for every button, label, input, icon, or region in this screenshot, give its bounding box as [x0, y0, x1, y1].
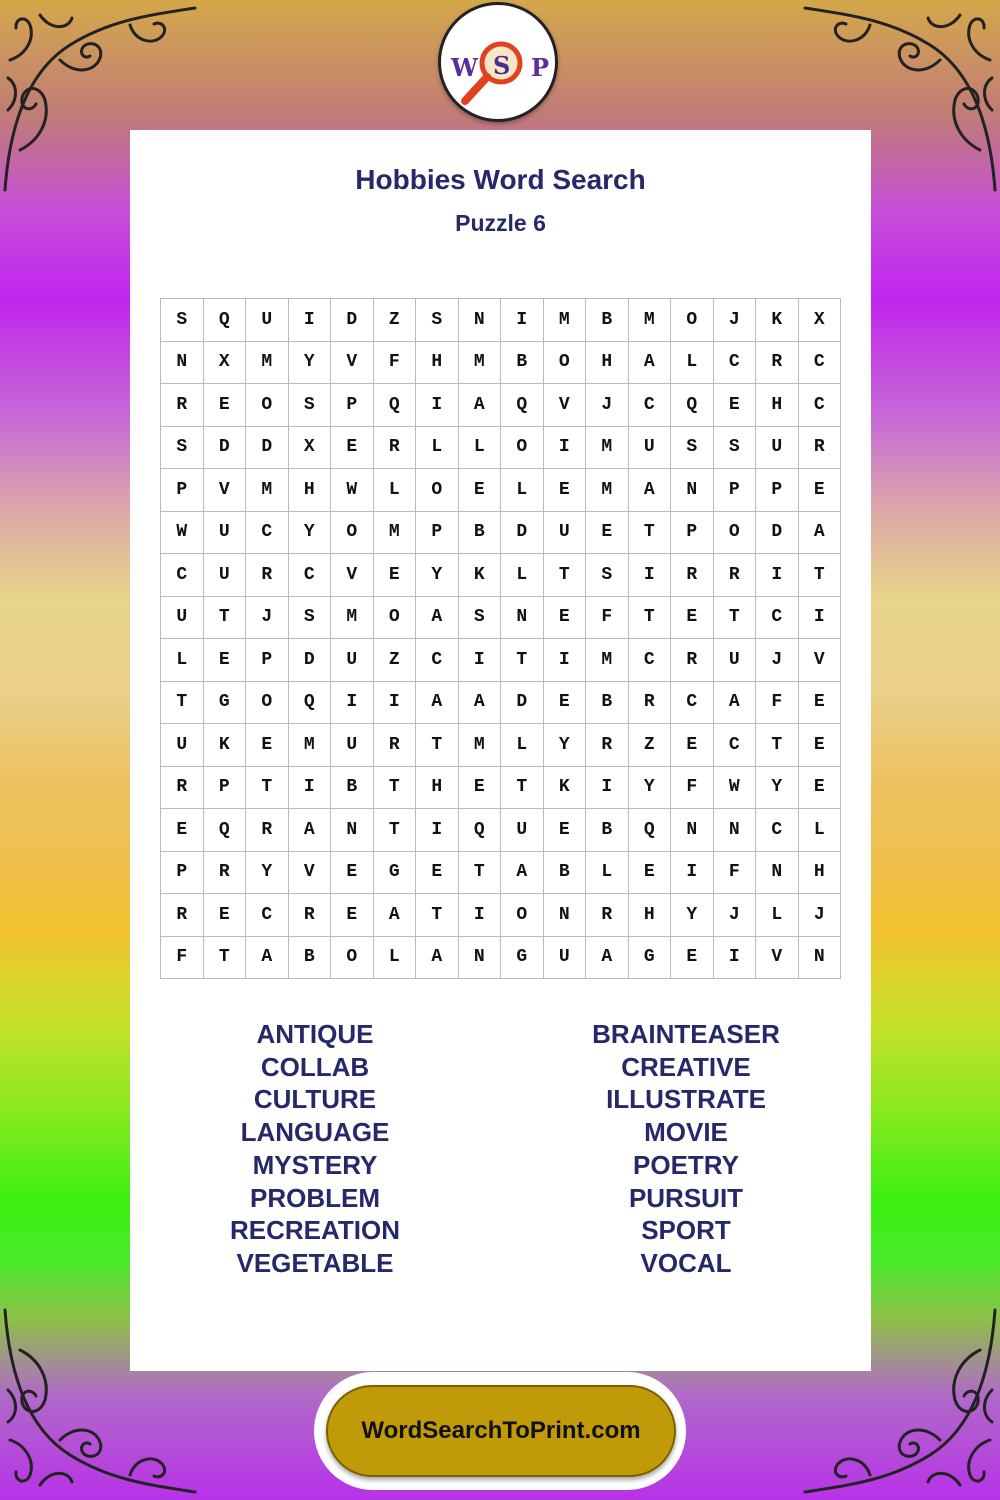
grid-cell[interactable]: O: [374, 597, 417, 640]
grid-cell[interactable]: O: [671, 299, 714, 342]
grid-cell[interactable]: I: [586, 767, 629, 810]
grid-cell[interactable]: B: [586, 809, 629, 852]
grid-cell[interactable]: K: [459, 554, 502, 597]
grid-cell[interactable]: C: [289, 554, 332, 597]
grid-cell[interactable]: H: [416, 342, 459, 385]
word-list-item: ANTIQUE: [256, 1019, 374, 1049]
grid-cell[interactable]: E: [459, 767, 502, 810]
grid-cell[interactable]: Y: [544, 724, 587, 767]
grid-cell[interactable]: C: [629, 639, 672, 682]
grid-cell[interactable]: M: [459, 724, 502, 767]
grid-cell[interactable]: M: [459, 342, 502, 385]
grid-cell[interactable]: X: [289, 427, 332, 470]
grid-cell[interactable]: E: [799, 767, 842, 810]
grid-cell[interactable]: Q: [374, 384, 417, 427]
grid-cell[interactable]: Q: [289, 682, 332, 725]
grid-cell[interactable]: H: [289, 469, 332, 512]
grid-cell[interactable]: C: [246, 894, 289, 937]
grid-cell[interactable]: M: [629, 299, 672, 342]
grid-cell[interactable]: M: [289, 724, 332, 767]
grid-cell[interactable]: T: [416, 724, 459, 767]
grid-cell[interactable]: R: [756, 342, 799, 385]
grid-cell[interactable]: Y: [246, 852, 289, 895]
grid-cell[interactable]: M: [544, 299, 587, 342]
grid-cell[interactable]: D: [289, 639, 332, 682]
grid-cell[interactable]: T: [501, 767, 544, 810]
grid-cell[interactable]: V: [799, 639, 842, 682]
grid-cell[interactable]: A: [246, 937, 289, 980]
grid-cell[interactable]: L: [501, 469, 544, 512]
grid-cell[interactable]: B: [501, 342, 544, 385]
grid-cell[interactable]: C: [629, 384, 672, 427]
grid-cell[interactable]: I: [629, 554, 672, 597]
grid-cell[interactable]: N: [671, 809, 714, 852]
grid-cell[interactable]: O: [331, 937, 374, 980]
grid-cell[interactable]: F: [161, 937, 204, 980]
grid-cell[interactable]: Y: [289, 512, 332, 555]
grid-cell[interactable]: I: [459, 639, 502, 682]
grid-cell[interactable]: I: [289, 299, 332, 342]
grid-cell[interactable]: R: [204, 852, 247, 895]
grid-cell[interactable]: G: [204, 682, 247, 725]
grid-cell[interactable]: W: [331, 469, 374, 512]
grid-cell[interactable]: U: [331, 724, 374, 767]
grid-cell[interactable]: P: [714, 469, 757, 512]
grid-cell[interactable]: N: [459, 299, 502, 342]
grid-cell[interactable]: R: [629, 682, 672, 725]
grid-cell[interactable]: D: [331, 299, 374, 342]
word-list-item: MOVIE: [644, 1117, 728, 1148]
grid-cell[interactable]: E: [799, 469, 842, 512]
letter-grid: [160, 298, 841, 979]
grid-cell[interactable]: E: [204, 639, 247, 682]
grid-cell[interactable]: J: [756, 639, 799, 682]
grid-cell[interactable]: E: [586, 512, 629, 555]
grid-cell[interactable]: Q: [204, 299, 247, 342]
grid-cell[interactable]: H: [586, 342, 629, 385]
grid-cell[interactable]: I: [756, 554, 799, 597]
grid-cell[interactable]: Q: [629, 809, 672, 852]
grid-cell[interactable]: A: [629, 469, 672, 512]
word-list-item: LANGUAGE: [240, 1117, 390, 1148]
grid-cell[interactable]: L: [501, 554, 544, 597]
grid-cell[interactable]: L: [374, 469, 417, 512]
grid-cell[interactable]: S: [459, 597, 502, 640]
grid-cell[interactable]: C: [799, 342, 842, 385]
grid-cell[interactable]: T: [204, 597, 247, 640]
grid-cell[interactable]: V: [289, 852, 332, 895]
grid-cell[interactable]: S: [289, 384, 332, 427]
grid-cell[interactable]: U: [204, 512, 247, 555]
grid-cell[interactable]: V: [756, 937, 799, 980]
grid-cell[interactable]: Q: [204, 809, 247, 852]
grid-cell[interactable]: U: [204, 554, 247, 597]
grid-cell[interactable]: A: [416, 597, 459, 640]
page-title: Hobbies Word Search: [355, 164, 646, 195]
grid-cell[interactable]: C: [799, 384, 842, 427]
grid-cell[interactable]: H: [629, 894, 672, 937]
grid-cell[interactable]: Q: [459, 809, 502, 852]
word-list-item: MYSTERY: [252, 1149, 378, 1180]
grid-cell[interactable]: M: [374, 512, 417, 555]
grid-cell[interactable]: E: [246, 724, 289, 767]
grid-cell[interactable]: A: [416, 937, 459, 980]
grid-cell[interactable]: U: [544, 512, 587, 555]
word-list-item: RECREATION: [230, 1215, 400, 1246]
grid-cell[interactable]: E: [544, 809, 587, 852]
grid-cell[interactable]: X: [799, 299, 842, 342]
grid-cell[interactable]: W: [714, 767, 757, 810]
grid-cell[interactable]: D: [246, 427, 289, 470]
grid-cell[interactable]: B: [289, 937, 332, 980]
grid-cell[interactable]: R: [799, 427, 842, 470]
grid-cell[interactable]: V: [544, 384, 587, 427]
grid-cell[interactable]: A: [501, 852, 544, 895]
grid-cell[interactable]: C: [756, 809, 799, 852]
grid-cell[interactable]: R: [586, 724, 629, 767]
grid-cell[interactable]: M: [246, 469, 289, 512]
grid-cell[interactable]: I: [459, 894, 502, 937]
grid-cell[interactable]: A: [459, 384, 502, 427]
word-list-left: [130, 1018, 500, 1280]
grid-cell[interactable]: E: [331, 852, 374, 895]
grid-cell[interactable]: E: [799, 724, 842, 767]
grid-cell[interactable]: G: [374, 852, 417, 895]
grid-cell[interactable]: N: [501, 597, 544, 640]
grid-cell[interactable]: V: [331, 342, 374, 385]
grid-cell[interactable]: S: [714, 427, 757, 470]
grid-cell[interactable]: L: [459, 427, 502, 470]
grid-cell[interactable]: V: [204, 469, 247, 512]
grid-cell[interactable]: A: [416, 682, 459, 725]
grid-cell[interactable]: V: [331, 554, 374, 597]
grid-cell[interactable]: D: [204, 427, 247, 470]
grid-cell[interactable]: O: [416, 469, 459, 512]
grid-cell[interactable]: E: [671, 597, 714, 640]
grid-cell[interactable]: S: [289, 597, 332, 640]
grid-cell[interactable]: O: [714, 512, 757, 555]
grid-cell[interactable]: D: [501, 512, 544, 555]
grid-cell[interactable]: M: [586, 469, 629, 512]
grid-cell[interactable]: R: [374, 427, 417, 470]
grid-cell[interactable]: B: [586, 299, 629, 342]
grid-cell[interactable]: L: [586, 852, 629, 895]
grid-cell[interactable]: T: [629, 512, 672, 555]
grid-cell[interactable]: U: [161, 724, 204, 767]
grid-cell[interactable]: T: [756, 724, 799, 767]
word-list-right: [501, 1018, 871, 1280]
grid-cell[interactable]: U: [629, 427, 672, 470]
grid-cell[interactable]: Q: [501, 384, 544, 427]
grid-cell[interactable]: R: [714, 554, 757, 597]
grid-cell[interactable]: S: [416, 299, 459, 342]
grid-cell[interactable]: E: [671, 724, 714, 767]
grid-cell[interactable]: R: [246, 809, 289, 852]
word-list-item: PURSUIT: [628, 1182, 744, 1213]
grid-cell[interactable]: U: [544, 937, 587, 980]
grid-cell[interactable]: H: [756, 384, 799, 427]
grid-cell[interactable]: E: [374, 554, 417, 597]
grid-cell[interactable]: G: [629, 937, 672, 980]
grid-cell[interactable]: B: [459, 512, 502, 555]
word-list-item: CULTURE: [253, 1084, 377, 1115]
grid-cell[interactable]: E: [544, 469, 587, 512]
grid-cell[interactable]: G: [501, 937, 544, 980]
grid-cell[interactable]: E: [416, 852, 459, 895]
grid-cell[interactable]: A: [714, 682, 757, 725]
grid-cell[interactable]: M: [586, 639, 629, 682]
grid-cell[interactable]: S: [586, 554, 629, 597]
puzzle-number: Puzzle 6: [455, 210, 546, 236]
grid-cell[interactable]: R: [161, 767, 204, 810]
grid-cell[interactable]: A: [629, 342, 672, 385]
grid-cell[interactable]: Y: [629, 767, 672, 810]
grid-cell[interactable]: R: [586, 894, 629, 937]
grid-cell[interactable]: Z: [374, 639, 417, 682]
grid-cell[interactable]: F: [756, 682, 799, 725]
grid-cell[interactable]: Q: [671, 384, 714, 427]
logo-letter-p: P: [531, 53, 550, 82]
grid-cell[interactable]: C: [246, 512, 289, 555]
grid-cell[interactable]: P: [246, 639, 289, 682]
grid-cell[interactable]: N: [331, 809, 374, 852]
grid-cell[interactable]: F: [714, 852, 757, 895]
puzzle-sheet: [130, 130, 871, 1371]
grid-cell[interactable]: B: [331, 767, 374, 810]
grid-cell[interactable]: J: [799, 894, 842, 937]
grid-cell[interactable]: T: [544, 554, 587, 597]
grid-cell[interactable]: T: [161, 682, 204, 725]
word-list-item: SPORT: [641, 1215, 731, 1246]
grid-cell[interactable]: U: [714, 639, 757, 682]
grid-cell[interactable]: H: [416, 767, 459, 810]
grid-cell[interactable]: Y: [289, 342, 332, 385]
grid-cell[interactable]: A: [586, 937, 629, 980]
grid-cell[interactable]: A: [799, 512, 842, 555]
grid-cell[interactable]: U: [246, 299, 289, 342]
grid-cell[interactable]: J: [714, 299, 757, 342]
grid-cell[interactable]: I: [416, 384, 459, 427]
grid-cell[interactable]: F: [374, 342, 417, 385]
grid-cell[interactable]: Y: [416, 554, 459, 597]
grid-cell[interactable]: R: [289, 894, 332, 937]
grid-cell[interactable]: P: [416, 512, 459, 555]
grid-cell[interactable]: I: [416, 809, 459, 852]
grid-cell[interactable]: Z: [629, 724, 672, 767]
grid-cell[interactable]: R: [671, 639, 714, 682]
grid-cell[interactable]: N: [671, 469, 714, 512]
grid-cell[interactable]: J: [246, 597, 289, 640]
grid-cell[interactable]: N: [459, 937, 502, 980]
grid-cell[interactable]: O: [501, 427, 544, 470]
logo-letter-w: W: [451, 53, 478, 82]
word-list-item: ILLUSTRATE: [606, 1084, 766, 1115]
grid-cell[interactable]: L: [374, 937, 417, 980]
grid-cell[interactable]: N: [161, 342, 204, 385]
grid-cell[interactable]: C: [756, 597, 799, 640]
grid-cell[interactable]: C: [714, 342, 757, 385]
grid-cell[interactable]: N: [714, 809, 757, 852]
grid-cell[interactable]: E: [161, 809, 204, 852]
grid-cell[interactable]: E: [714, 384, 757, 427]
grid-cell[interactable]: S: [671, 427, 714, 470]
grid-cell[interactable]: S: [161, 427, 204, 470]
grid-cell[interactable]: R: [374, 724, 417, 767]
grid-cell[interactable]: X: [204, 342, 247, 385]
grid-cell[interactable]: E: [799, 682, 842, 725]
grid-cell[interactable]: K: [204, 724, 247, 767]
grid-cell[interactable]: C: [161, 554, 204, 597]
grid-cell[interactable]: E: [544, 682, 587, 725]
grid-cell[interactable]: P: [161, 469, 204, 512]
word-list-item: PROBLEM: [250, 1182, 380, 1213]
grid-cell[interactable]: L: [799, 809, 842, 852]
grid-cell[interactable]: P: [204, 767, 247, 810]
grid-cell[interactable]: W: [161, 512, 204, 555]
grid-cell[interactable]: Z: [374, 299, 417, 342]
grid-cell[interactable]: T: [416, 894, 459, 937]
grid-cell[interactable]: B: [544, 852, 587, 895]
grid-cell[interactable]: U: [501, 809, 544, 852]
grid-cell[interactable]: E: [331, 427, 374, 470]
grid-cell[interactable]: O: [544, 342, 587, 385]
grid-cell[interactable]: I: [501, 299, 544, 342]
grid-cell[interactable]: R: [671, 554, 714, 597]
word-list-item: POETRY: [633, 1149, 739, 1180]
grid-cell[interactable]: L: [501, 724, 544, 767]
grid-cell[interactable]: H: [799, 852, 842, 895]
grid-cell[interactable]: P: [161, 852, 204, 895]
grid-cell[interactable]: P: [671, 512, 714, 555]
word-list-item: CREATIVE: [621, 1051, 751, 1082]
grid-cell[interactable]: I: [289, 767, 332, 810]
grid-cell[interactable]: E: [331, 894, 374, 937]
grid-cell[interactable]: M: [586, 427, 629, 470]
grid-cell[interactable]: T: [629, 597, 672, 640]
grid-cell[interactable]: C: [671, 682, 714, 725]
grid-cell[interactable]: U: [331, 639, 374, 682]
grid-cell[interactable]: Y: [756, 767, 799, 810]
grid-cell[interactable]: I: [671, 852, 714, 895]
word-list-item: BRAINTEASER: [592, 1019, 780, 1049]
grid-cell[interactable]: R: [161, 384, 204, 427]
grid-cell[interactable]: L: [671, 342, 714, 385]
grid-cell[interactable]: T: [799, 554, 842, 597]
grid-cell[interactable]: E: [204, 384, 247, 427]
grid-cell[interactable]: I: [331, 682, 374, 725]
grid-cell[interactable]: T: [374, 767, 417, 810]
grid-cell[interactable]: J: [714, 894, 757, 937]
grid-cell[interactable]: C: [416, 639, 459, 682]
grid-cell[interactable]: L: [756, 894, 799, 937]
grid-cell[interactable]: P: [756, 469, 799, 512]
word-list-item: VOCAL: [640, 1247, 732, 1278]
grid-cell[interactable]: N: [799, 937, 842, 980]
grid-cell[interactable]: E: [204, 894, 247, 937]
grid-cell[interactable]: S: [161, 299, 204, 342]
grid-cell[interactable]: T: [246, 767, 289, 810]
grid-cell[interactable]: K: [756, 299, 799, 342]
website-link-button[interactable]: WordSearchToPrint.com: [326, 1385, 676, 1477]
grid-cell[interactable]: N: [544, 894, 587, 937]
grid-cell[interactable]: M: [246, 342, 289, 385]
grid-cell[interactable]: E: [544, 597, 587, 640]
site-logo[interactable]: [438, 2, 558, 122]
word-list-item: VEGETABLE: [236, 1247, 394, 1278]
grid-cell[interactable]: O: [246, 384, 289, 427]
grid-cell[interactable]: C: [714, 724, 757, 767]
grid-cell[interactable]: P: [331, 384, 374, 427]
grid-cell[interactable]: T: [501, 639, 544, 682]
grid-cell[interactable]: E: [459, 469, 502, 512]
grid-cell[interactable]: E: [671, 937, 714, 980]
grid-cell[interactable]: I: [374, 682, 417, 725]
grid-cell[interactable]: E: [629, 852, 672, 895]
grid-cell[interactable]: U: [161, 597, 204, 640]
grid-cell[interactable]: T: [374, 809, 417, 852]
grid-cell[interactable]: A: [289, 809, 332, 852]
grid-cell[interactable]: F: [586, 597, 629, 640]
grid-cell[interactable]: I: [799, 597, 842, 640]
grid-cell[interactable]: N: [756, 852, 799, 895]
grid-cell[interactable]: M: [331, 597, 374, 640]
grid-cell[interactable]: A: [459, 682, 502, 725]
grid-cell[interactable]: L: [161, 639, 204, 682]
grid-cell[interactable]: L: [416, 427, 459, 470]
word-list-item: COLLAB: [260, 1051, 370, 1082]
grid-cell[interactable]: R: [161, 894, 204, 937]
grid-cell[interactable]: I: [544, 639, 587, 682]
grid-cell[interactable]: U: [756, 427, 799, 470]
grid-cell[interactable]: O: [331, 512, 374, 555]
grid-cell[interactable]: O: [246, 682, 289, 725]
logo-letter-s: S: [493, 51, 511, 80]
grid-cell[interactable]: R: [246, 554, 289, 597]
grid-cell[interactable]: A: [374, 894, 417, 937]
grid-cell[interactable]: T: [459, 852, 502, 895]
grid-cell[interactable]: I: [544, 427, 587, 470]
grid-cell[interactable]: D: [756, 512, 799, 555]
grid-cell[interactable]: B: [586, 682, 629, 725]
grid-cell[interactable]: K: [544, 767, 587, 810]
grid-cell[interactable]: T: [714, 597, 757, 640]
grid-cell[interactable]: J: [586, 384, 629, 427]
grid-cell[interactable]: I: [714, 937, 757, 980]
grid-cell[interactable]: F: [671, 767, 714, 810]
grid-cell[interactable]: T: [204, 937, 247, 980]
grid-cell[interactable]: Y: [671, 894, 714, 937]
grid-cell[interactable]: O: [501, 894, 544, 937]
grid-cell[interactable]: D: [501, 682, 544, 725]
